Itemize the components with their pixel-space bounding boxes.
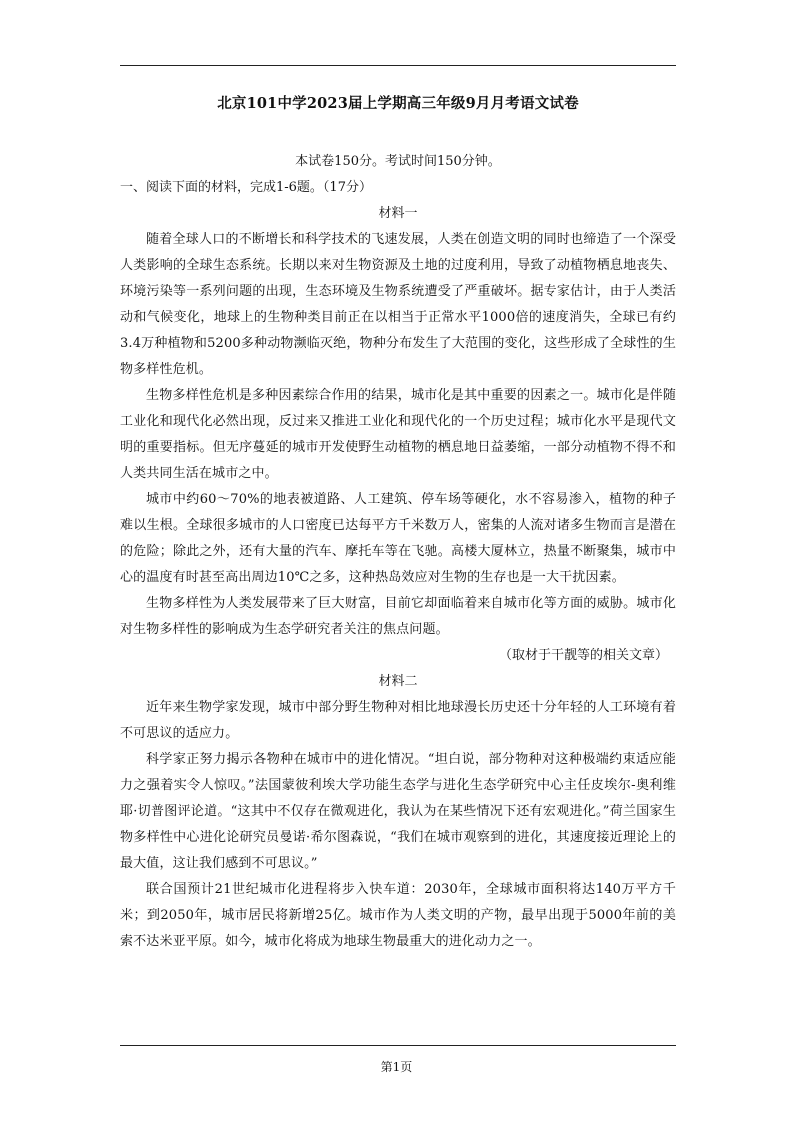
material-2-paragraph-1: 近年来生物学家发现，城市中部分野生物种对相比地球漫长历史还十分年轻的人工环境有着不可思议的适应力。 — [120, 700, 676, 741]
material-1-paragraph-4: 生物多样性为人类发展带来了巨大财富，目前它却面临着来自城市化等方面的威胁。城市化对生物多样性的影响成为生态学研究者关注的焦点问题。 — [120, 596, 676, 637]
material-2-paragraph-3: 联合国预计21世纪城市化进程将步入快车道：2030年，全球城市面积将达140万平方千米；到2050年，城市居民将新增25亿。城市作为人类文明的产物，最早出现于5000年前的美索不达米亚平原。如今，城市化将成为地球生物最重大的进化动力之一。 — [120, 882, 676, 949]
section-heading: 一、阅读下面的材料，完成1-6题。（17分） — [120, 180, 372, 195]
material-1-source: （取材于干靓等的相关文章） — [498, 648, 668, 663]
document-title: 北京101中学2023届上学期高三年级9月月考语文试卷 — [217, 95, 579, 112]
material-1-paragraph-3: 城市中约60～70%的地表被道路、人工建筑、停车场等硬化，水不容易渗入，植物的种子难以生根。全球很多城市的人口密度已达每平方千米数万人，密集的人流对诸多生物而言是潜在的危险；除此之外，还有大量的汽车、摩托车等在飞驰。高楼大厦林立，热量不断聚集，城市中心的温度有时甚至高出周边10℃之多，这种热岛效应对生物的生存也是一大干扰因素。 — [120, 492, 676, 585]
material-1-label: 材料一 — [378, 206, 418, 221]
header-rule — [120, 65, 676, 66]
material-1-paragraph-1: 随着全球人口的不断增长和科学技术的飞速发展，人类在创造文明的同时也缔造了一个深受人类影响的全球生态系统。长期以来对生物资源及土地的过度利用，导致了动植物栖息地丧失、环境污染等一系列问题的出现，生态环境及生物系统遭受了严重破坏。据专家估计，由于人类活动和气候变化，地球上的生物种类目前正在以相当于正常水平1000倍的速度消失，全球已有约3.4万种植物和5200多种动物濒临灭绝，物种分布发生了大范围的变化，这些形成了全球性的生物多样性危机。 — [120, 232, 676, 377]
material-2-paragraph-2: 科学家正努力揭示各物种在城市中的进化情况。“坦白说，部分物种对这种极端约束适应能力之强着实令人惊叹。”法国蒙彼利埃大学功能生态学与进化生态学研究中心主任皮埃尔-奥利维耶·切普图评论道。“这其中不仅存在微观进化，我认为在某些情况下还有宏观进化。”荷兰国家生物多样性中心进化论研究员曼诺·希尔图森说，“我们在城市观察到的进化，其速度接近理论上的最大值，这让我们感到不可思议。” — [120, 752, 676, 871]
material-2-label: 材料二 — [378, 674, 418, 689]
page-content — [120, 92, 676, 955]
page-number: 第1页 — [380, 1060, 413, 1074]
material-1-paragraph-2: 生物多样性危机是多种因素综合作用的结果，城市化是其中重要的因素之一。城市化是伴随工业化和现代化必然出现，反过来又推进工业化和现代化的一个历史过程；城市化水平是现代文明的重要指标。但无序蔓延的城市开发使野生动植物的栖息地日益萎缩，一部分动植物不得不和人类共同生活在城市之中。 — [120, 388, 676, 481]
exam-info: 本试卷150分。考试时间150分钟。 — [295, 154, 501, 169]
footer-rule — [120, 1045, 676, 1046]
